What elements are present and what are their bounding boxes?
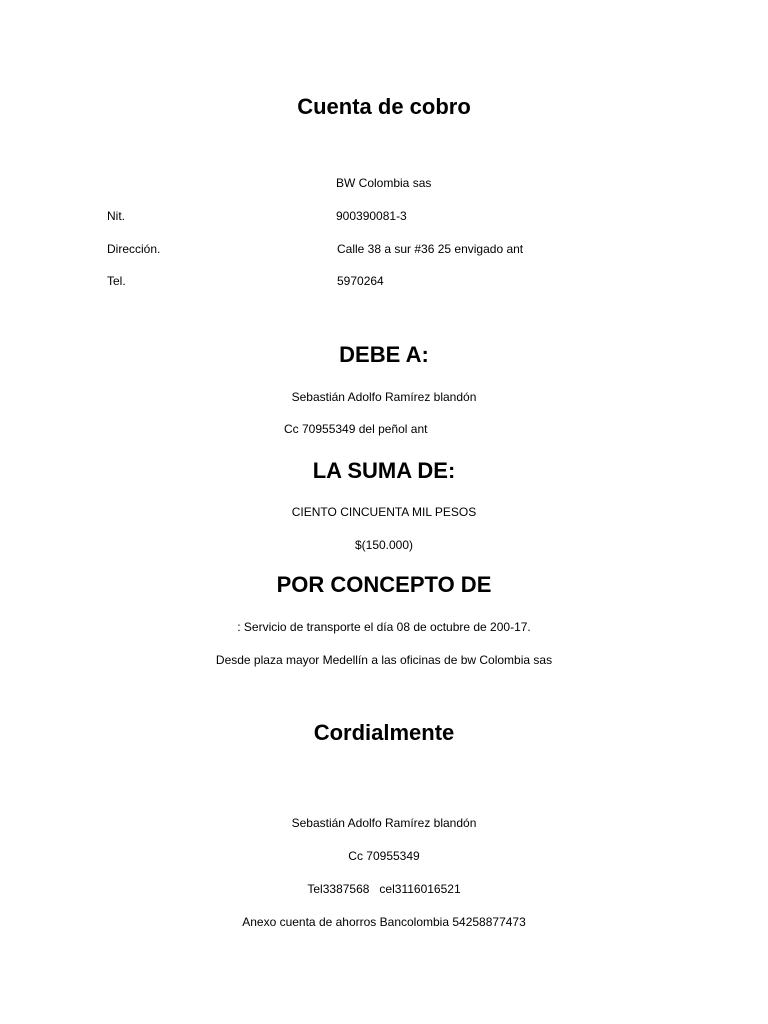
amount-number: $(150.000) <box>354 538 414 552</box>
company-name: BW Colombia sas <box>336 176 432 190</box>
debtor-name: Sebastián Adolfo Ramírez blandón <box>291 390 477 404</box>
concepto-line-2: Desde plaza mayor Medellín a las oficinas de bw Colombia sas <box>215 653 553 667</box>
suma-heading: LA SUMA DE: <box>312 458 456 483</box>
tel-label: Tel. <box>107 274 126 288</box>
closing-heading: Cordialmente <box>313 720 455 745</box>
concepto-heading: POR CONCEPTO DE <box>276 572 492 597</box>
signer-name: Sebastián Adolfo Ramírez blandón <box>291 816 477 830</box>
document-title: Cuenta de cobro <box>297 94 471 119</box>
address-value: Calle 38 a sur #36 25 envigado ant <box>337 242 524 256</box>
tel-value: 5970264 <box>337 274 384 288</box>
address-label: Dirección. <box>107 242 161 256</box>
nit-value: 900390081-3 <box>336 209 407 223</box>
bank-account: Anexo cuenta de ahorros Bancolombia 54258877473 <box>242 915 526 929</box>
signer-id: Cc 70955349 <box>348 849 420 863</box>
concepto-line-1: : Servicio de transporte el día 08 de octubre de 200-17. <box>237 620 531 634</box>
signer-phones: Tel3387568 cel3116016521 <box>307 882 461 896</box>
nit-label: Nit. <box>107 209 125 223</box>
amount-words: CIENTO CINCUENTA MIL PESOS <box>291 505 477 519</box>
debtor-id: Cc 70955349 del peñol ant <box>284 422 428 436</box>
debe-a-heading: DEBE A: <box>339 342 429 367</box>
